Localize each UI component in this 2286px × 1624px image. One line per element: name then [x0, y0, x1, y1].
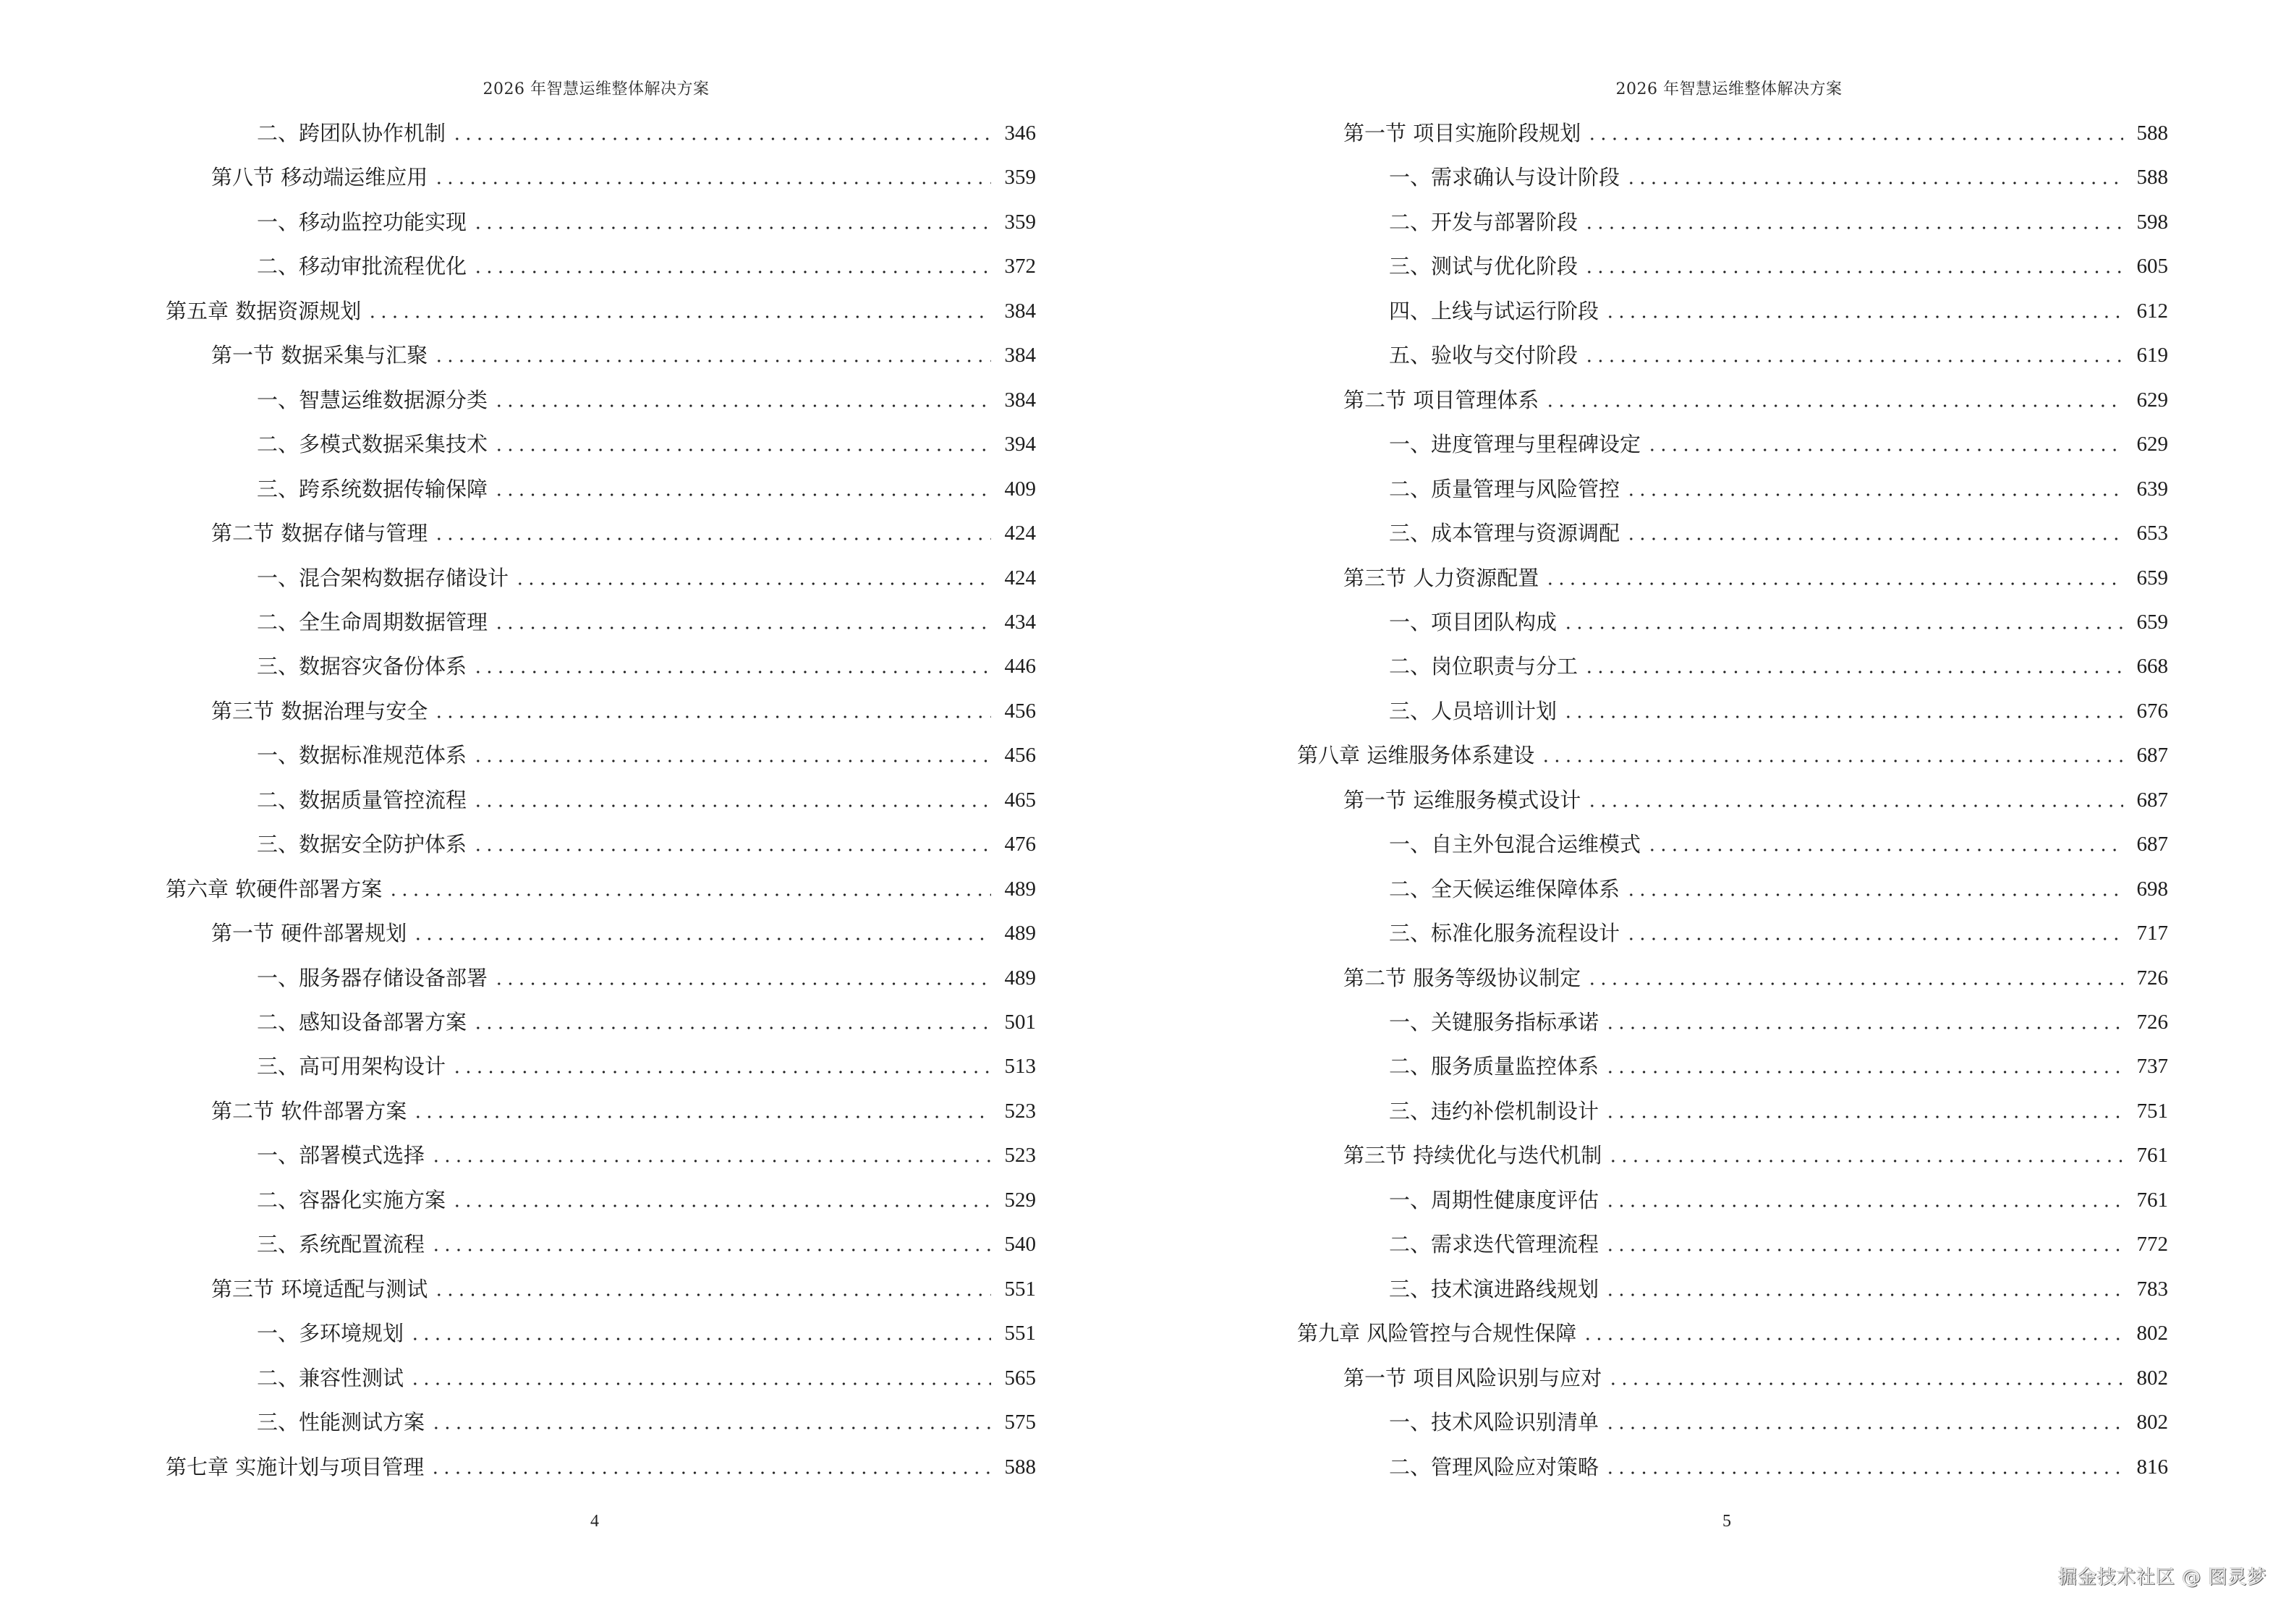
toc-entry-level-3[interactable] [257, 119, 1036, 148]
toc-entry-page-number: 698 [2136, 877, 2168, 901]
toc-entry-page-number: 501 [1004, 1011, 1036, 1034]
toc-entry-title: 四、上线与试运行阶段 [1389, 298, 1599, 323]
dot-leader [471, 786, 991, 815]
toc-entry-level-3[interactable] [1389, 1275, 2168, 1304]
toc-entry-level-2[interactable] [211, 1097, 1036, 1126]
toc-entry-level-3[interactable] [1389, 830, 2168, 859]
dot-leader [1603, 1453, 2123, 1481]
toc-entry-page-number: 659 [2136, 566, 2168, 590]
toc-entry-page-number: 540 [1004, 1233, 1036, 1257]
dot-leader [411, 1097, 991, 1126]
dot-leader [471, 652, 991, 681]
dot-leader [492, 608, 991, 637]
toc-entry-title: 三、成本管理与资源调配 [1389, 521, 1620, 546]
dot-leader [471, 208, 991, 237]
dot-leader [1543, 564, 2123, 592]
toc-entry-page-number: 384 [1004, 344, 1036, 367]
watermark: 掘金技术社区 @ 图灵梦 [2058, 1567, 2267, 1589]
toc-entry-page-number: 802 [2136, 1322, 2168, 1345]
toc-entry-level-1[interactable] [1297, 1319, 2168, 1348]
toc-entry-page-number: 687 [2136, 788, 2168, 812]
toc-entry-page-number: 629 [2136, 388, 2168, 412]
toc-entry-level-3[interactable] [257, 1186, 1036, 1215]
toc-entry-level-2[interactable] [1343, 1141, 2168, 1170]
toc-entry-page-number: 598 [2136, 210, 2168, 234]
toc-entry-level-3[interactable] [257, 964, 1036, 992]
toc-entry-level-3[interactable] [1389, 1230, 2168, 1259]
toc-entry-title: 三、数据容灾备份体系 [257, 654, 467, 679]
toc-entry-page-number: 653 [2136, 522, 2168, 545]
toc-entry-title: 一、项目团队构成 [1389, 609, 1558, 634]
toc-entry-page-number: 476 [1004, 833, 1036, 856]
toc-entry-title: 第五章 数据资源规划 [166, 298, 362, 323]
dot-leader [408, 1319, 991, 1348]
toc-entry-level-3[interactable] [1389, 875, 2168, 904]
toc-entry-level-3[interactable] [257, 564, 1036, 592]
dot-leader [450, 119, 991, 148]
toc-entry-title: 一、混合架构数据存储设计 [257, 565, 509, 590]
dot-leader [1603, 1275, 2123, 1304]
toc-entry-page-number: 629 [2136, 433, 2168, 456]
dot-leader [471, 830, 991, 859]
toc-entry-page-number: 588 [2136, 166, 2168, 190]
toc-entry-page-number: 802 [2136, 1411, 2168, 1434]
toc-entry-page-number: 523 [1004, 1144, 1036, 1168]
toc-entry-page-number: 761 [2136, 1144, 2168, 1168]
toc-entry-page-number: 489 [1004, 966, 1036, 990]
toc-entry-page-number: 737 [2136, 1055, 2168, 1079]
toc-entry-page-number: 761 [2136, 1188, 2168, 1212]
toc-entry-title: 第三节 持续优化与迭代机制 [1343, 1143, 1602, 1168]
dot-leader [432, 519, 991, 548]
toc-entry-level-3[interactable] [1389, 1097, 2168, 1126]
toc-entry-level-3[interactable] [1389, 297, 2168, 326]
toc-entry-level-3[interactable] [257, 1364, 1036, 1393]
toc-entry-level-3[interactable] [257, 208, 1036, 237]
toc-entry-page-number: 456 [1004, 744, 1036, 768]
toc-entry-level-3[interactable] [257, 252, 1036, 281]
toc-entry-title: 三、技术演进路线规划 [1389, 1276, 1599, 1301]
toc-entry-page-number: 605 [2136, 255, 2168, 279]
toc-entry-level-3[interactable] [1389, 919, 2168, 948]
toc-entry-level-3[interactable] [1389, 430, 2168, 459]
toc-entry-level-3[interactable] [1389, 252, 2168, 281]
dot-leader [429, 1230, 991, 1259]
toc-entry-title: 二、兼容性测试 [257, 1365, 404, 1390]
dot-leader [450, 1186, 991, 1215]
toc-entry-title: 第一节 硬件部署规划 [211, 921, 407, 946]
toc-entry-level-3[interactable] [1389, 1052, 2168, 1081]
toc-entry-title: 第二节 软件部署方案 [211, 1098, 407, 1123]
dot-leader [1582, 341, 2123, 370]
dot-leader [1624, 519, 2123, 548]
toc-entry-page-number: 588 [1004, 1455, 1036, 1479]
toc-entry-page-number: 639 [2136, 477, 2168, 501]
dot-leader [1561, 697, 2123, 726]
toc-entry-title: 一、部署模式选择 [257, 1143, 425, 1168]
dot-leader [1585, 964, 2123, 992]
dot-leader [1603, 1097, 2123, 1126]
toc-entry-page-number: 529 [1004, 1188, 1036, 1212]
toc-entry-page-number: 424 [1004, 522, 1036, 545]
toc-entry-title: 二、容器化实施方案 [257, 1187, 446, 1212]
toc-entry-title: 二、移动审批流程优化 [257, 254, 467, 279]
toc-entry-title: 二、数据质量管控流程 [257, 787, 467, 812]
toc-entry-level-2[interactable] [211, 341, 1036, 370]
toc-entry-level-2[interactable] [1343, 386, 2168, 414]
toc-entry-level-1[interactable] [166, 875, 1036, 904]
toc-entry-page-number: 588 [2136, 122, 2168, 145]
toc-entry-title: 一、周期性健康度评估 [1389, 1187, 1599, 1212]
toc-entry-level-3[interactable] [1389, 1186, 2168, 1215]
dot-leader [429, 1141, 991, 1170]
toc-entry-page-number: 687 [2136, 744, 2168, 768]
toc-entry-title: 二、跨团队协作机制 [257, 121, 446, 145]
dot-leader [432, 341, 991, 370]
toc-entry-title: 三、数据安全防护体系 [257, 832, 467, 857]
toc-entry-page-number: 726 [2136, 966, 2168, 990]
toc-entry-page-number: 687 [2136, 833, 2168, 856]
toc-entry-level-3[interactable] [257, 1008, 1036, 1037]
toc-entry-page-number: 456 [1004, 699, 1036, 723]
toc-entry-page-number: 551 [1004, 1277, 1036, 1301]
toc-entry-level-3[interactable] [1389, 1408, 2168, 1437]
dot-leader [428, 1453, 991, 1481]
toc-entry-page-number: 489 [1004, 877, 1036, 901]
toc-entry-level-3[interactable] [257, 430, 1036, 459]
toc-entry-title: 一、智慧运维数据源分类 [257, 387, 488, 412]
toc-entry-title: 一、关键服务指标承诺 [1389, 1010, 1599, 1034]
table-of-contents [1143, 0, 2286, 1624]
toc-entry-title: 第八节 移动端运维应用 [211, 165, 428, 190]
dot-leader [432, 697, 991, 726]
toc-entry-page-number: 717 [2136, 922, 2168, 945]
toc-entry-level-3[interactable] [257, 786, 1036, 815]
dot-leader [1606, 1141, 2123, 1170]
toc-entry-level-3[interactable] [1389, 608, 2168, 637]
toc-entry-page-number: 726 [2136, 1011, 2168, 1034]
dot-leader [492, 475, 991, 503]
toc-entry-level-3[interactable] [257, 830, 1036, 859]
toc-entry-level-1[interactable] [1297, 741, 2168, 770]
toc-entry-title: 三、测试与优化阶段 [1389, 254, 1578, 279]
toc-entry-title: 一、需求确认与设计阶段 [1389, 165, 1620, 190]
dot-leader [1543, 386, 2123, 414]
dot-leader [1582, 252, 2123, 281]
toc-entry-title: 一、多环境规划 [257, 1321, 404, 1346]
dot-leader [1582, 208, 2123, 237]
toc-entry-level-1[interactable] [166, 1453, 1036, 1481]
toc-entry-title: 第二节 数据存储与管理 [211, 521, 428, 546]
toc-entry-level-2[interactable] [211, 163, 1036, 192]
toc-entry-level-3[interactable] [257, 1319, 1036, 1348]
toc-entry-title: 第一节 数据采集与汇聚 [211, 343, 428, 368]
toc-entry-title: 三、系统配置流程 [257, 1232, 425, 1257]
toc-entry-level-3[interactable] [257, 1230, 1036, 1259]
toc-entry-title: 一、数据标准规范体系 [257, 743, 467, 768]
toc-entry-level-3[interactable] [257, 652, 1036, 681]
toc-entry-page-number: 465 [1004, 788, 1036, 812]
dot-leader [365, 297, 991, 326]
dot-leader [1585, 119, 2123, 148]
toc-entry-title: 第九章 风险管控与合规性保障 [1297, 1321, 1577, 1346]
toc-entry-page-number: 394 [1004, 433, 1036, 456]
toc-entry-level-2[interactable] [211, 697, 1036, 726]
toc-entry-title: 第七章 实施计划与项目管理 [166, 1454, 425, 1479]
toc-entry-level-3[interactable] [257, 741, 1036, 770]
toc-entry-title: 第八章 运维服务体系建设 [1297, 743, 1535, 768]
dot-leader [1645, 430, 2123, 459]
dot-leader [1585, 786, 2123, 815]
dot-leader [1624, 919, 2123, 948]
toc-entry-level-2[interactable] [1343, 964, 2168, 992]
toc-entry-title: 三、高可用架构设计 [257, 1054, 446, 1079]
toc-entry-level-3[interactable] [257, 1408, 1036, 1437]
toc-page-right [1143, 0, 2286, 1624]
toc-entry-level-3[interactable] [1389, 697, 2168, 726]
toc-entry-page-number: 409 [1004, 477, 1036, 501]
dot-leader [1581, 1319, 2123, 1348]
toc-entry-title: 一、进度管理与里程碑设定 [1389, 432, 1641, 457]
dot-leader [492, 964, 991, 992]
toc-entry-level-3[interactable] [257, 475, 1036, 503]
dot-leader [1539, 741, 2123, 770]
toc-entry-title: 第一节 项目实施阶段规划 [1343, 121, 1581, 145]
toc-entry-title: 二、管理风险应对策略 [1389, 1454, 1599, 1479]
toc-entry-level-3[interactable] [257, 1141, 1036, 1170]
toc-entry-level-3[interactable] [1389, 652, 2168, 681]
toc-entry-page-number: 612 [2136, 299, 2168, 323]
dot-leader [432, 1275, 991, 1304]
toc-entry-level-2[interactable] [1343, 564, 2168, 592]
toc-entry-title: 一、自主外包混合运维模式 [1389, 832, 1641, 857]
toc-entry-title: 第一节 项目风险识别与应对 [1343, 1365, 1602, 1390]
toc-entry-page-number: 676 [2136, 699, 2168, 723]
toc-entry-level-3[interactable] [257, 386, 1036, 414]
toc-entry-page-number: 783 [2136, 1277, 2168, 1301]
toc-entry-title: 三、人员培训计划 [1389, 698, 1558, 723]
toc-entry-page-number: 384 [1004, 388, 1036, 412]
dot-leader [471, 1008, 991, 1037]
dot-leader [513, 564, 991, 592]
page-number-footer: 5 [1722, 1512, 1731, 1531]
dot-leader [1561, 608, 2123, 637]
dot-leader [492, 430, 991, 459]
toc-entry-level-3[interactable] [1389, 1453, 2168, 1481]
toc-entry-page-number: 372 [1004, 255, 1036, 279]
dot-leader [1606, 1364, 2123, 1393]
toc-entry-title: 三、跨系统数据传输保障 [257, 476, 488, 501]
toc-entry-level-2[interactable] [211, 919, 1036, 948]
toc-entry-title: 二、全天候运维保障体系 [1389, 876, 1620, 901]
toc-entry-level-2[interactable] [1343, 1364, 2168, 1393]
page-number-footer: 4 [590, 1512, 599, 1531]
toc-entry-title: 二、全生命周期数据管理 [257, 609, 488, 634]
toc-entry-page-number: 575 [1004, 1411, 1036, 1434]
toc-entry-page-number: 359 [1004, 210, 1036, 234]
toc-entry-title: 第三节 人力资源配置 [1343, 565, 1539, 590]
toc-entry-page-number: 565 [1004, 1366, 1036, 1390]
toc-entry-title: 一、技术风险识别清单 [1389, 1410, 1599, 1435]
dot-leader [386, 875, 991, 904]
running-header: 2026 年智慧运维整体解决方案 [483, 80, 710, 98]
dot-leader [1603, 1230, 2123, 1259]
toc-entry-level-3[interactable] [1389, 163, 2168, 192]
toc-entry-title: 二、需求迭代管理流程 [1389, 1232, 1599, 1257]
toc-entry-title: 三、性能测试方案 [257, 1410, 425, 1435]
dot-leader [450, 1052, 991, 1081]
toc-entry-page-number: 489 [1004, 922, 1036, 945]
dot-leader [471, 252, 991, 281]
toc-entry-title: 二、岗位职责与分工 [1389, 654, 1578, 679]
toc-entry-level-3[interactable] [257, 1052, 1036, 1081]
toc-entry-page-number: 772 [2136, 1233, 2168, 1257]
toc-entry-page-number: 802 [2136, 1366, 2168, 1390]
dot-leader [492, 386, 991, 414]
toc-entry-level-2[interactable] [1343, 119, 2168, 148]
dot-leader [1624, 875, 2123, 904]
toc-entry-page-number: 619 [2136, 344, 2168, 367]
toc-entry-page-number: 424 [1004, 566, 1036, 590]
toc-entry-page-number: 434 [1004, 610, 1036, 634]
toc-entry-page-number: 751 [2136, 1099, 2168, 1123]
toc-entry-title: 二、质量管理与风险管控 [1389, 476, 1620, 501]
toc-entry-title: 二、感知设备部署方案 [257, 1010, 467, 1034]
dot-leader [411, 919, 991, 948]
toc-entry-title: 二、开发与部署阶段 [1389, 209, 1578, 234]
toc-entry-title: 第三节 数据治理与安全 [211, 698, 428, 723]
dot-leader [1603, 1186, 2123, 1215]
toc-entry-title: 一、服务器存储设备部署 [257, 965, 488, 990]
toc-entry-page-number: 446 [1004, 655, 1036, 679]
dot-leader [1603, 1408, 2123, 1437]
toc-entry-level-3[interactable] [1389, 341, 2168, 370]
dot-leader [1582, 652, 2123, 681]
toc-entry-page-number: 523 [1004, 1099, 1036, 1123]
toc-entry-page-number: 513 [1004, 1055, 1036, 1079]
toc-entry-title: 五、验收与交付阶段 [1389, 343, 1578, 368]
toc-entry-level-2[interactable] [211, 1275, 1036, 1304]
toc-entry-level-3[interactable] [257, 608, 1036, 637]
dot-leader [429, 1408, 991, 1437]
toc-entry-title: 第二节 项目管理体系 [1343, 387, 1539, 412]
toc-entry-title: 二、服务质量监控体系 [1389, 1054, 1599, 1079]
toc-entry-level-3[interactable] [1389, 475, 2168, 503]
dot-leader [1624, 163, 2123, 192]
dot-leader [1645, 830, 2123, 859]
toc-entry-page-number: 551 [1004, 1322, 1036, 1345]
toc-entry-level-2[interactable] [211, 519, 1036, 548]
dot-leader [1603, 297, 2123, 326]
dot-leader [1603, 1008, 2123, 1037]
dot-leader [408, 1364, 991, 1393]
toc-entry-page-number: 359 [1004, 166, 1036, 190]
toc-entry-level-3[interactable] [1389, 519, 2168, 548]
toc-entry-level-3[interactable] [1389, 1008, 2168, 1037]
dot-leader [471, 741, 991, 770]
dot-leader [432, 163, 991, 192]
toc-entry-title: 第三节 环境适配与测试 [211, 1276, 428, 1301]
toc-entry-page-number: 659 [2136, 610, 2168, 634]
toc-entry-title: 第二节 服务等级协议制定 [1343, 965, 1581, 990]
toc-entry-page-number: 816 [2136, 1455, 2168, 1479]
toc-entry-page-number: 384 [1004, 299, 1036, 323]
toc-entry-title: 一、移动监控功能实现 [257, 209, 467, 234]
dot-leader [1603, 1052, 2123, 1081]
toc-entry-page-number: 346 [1004, 122, 1036, 145]
dot-leader [1624, 475, 2123, 503]
running-header: 2026 年智慧运维整体解决方案 [1615, 80, 1843, 98]
toc-entry-title: 第六章 软硬件部署方案 [166, 876, 383, 901]
toc-entry-level-2[interactable] [1343, 786, 2168, 815]
toc-entry-title: 三、违约补偿机制设计 [1389, 1098, 1599, 1123]
toc-entry-title: 二、多模式数据采集技术 [257, 432, 488, 457]
toc-entry-page-number: 668 [2136, 655, 2168, 679]
toc-entry-level-3[interactable] [1389, 208, 2168, 237]
toc-entry-title: 三、标准化服务流程设计 [1389, 921, 1620, 946]
toc-entry-title: 第一节 运维服务模式设计 [1343, 787, 1581, 812]
toc-entry-level-1[interactable] [166, 297, 1036, 326]
